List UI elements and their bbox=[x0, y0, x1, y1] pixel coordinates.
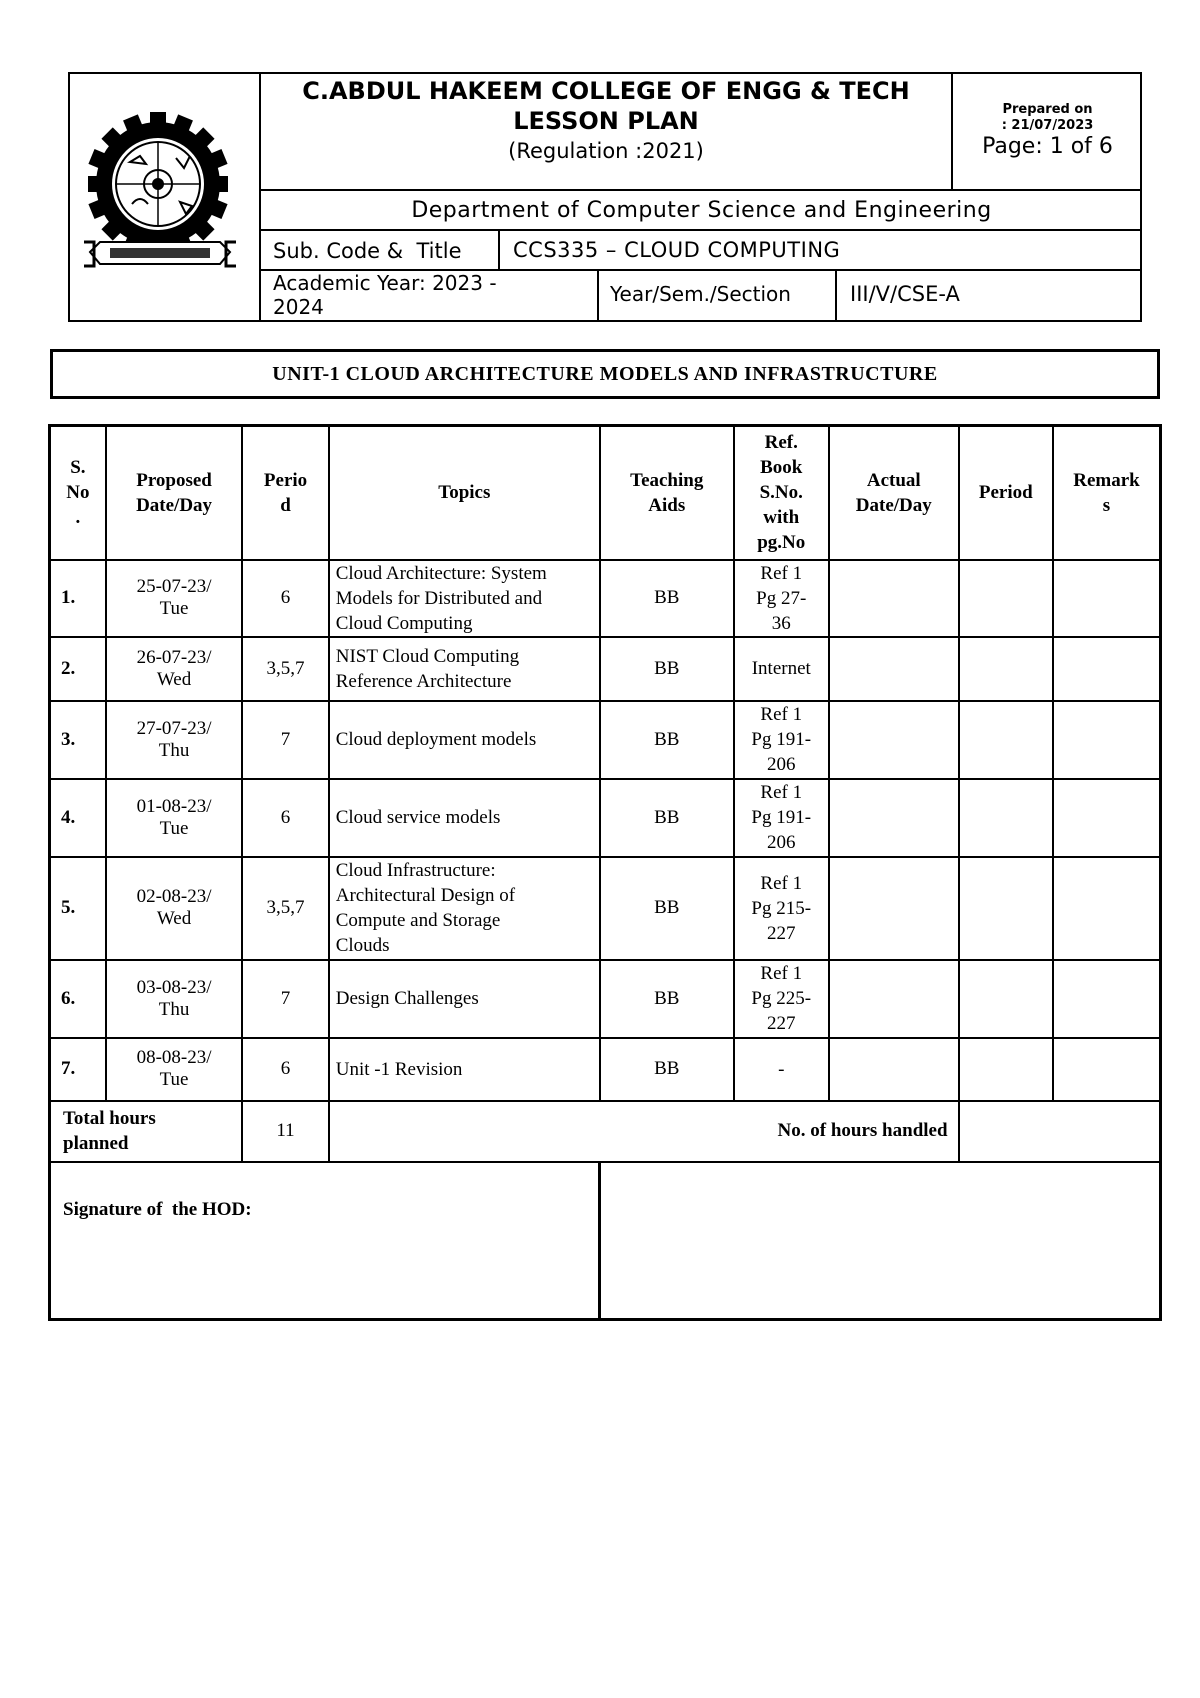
college-logo bbox=[80, 102, 250, 282]
row-sno: 7. bbox=[50, 1038, 106, 1101]
academic-year-line2: 2024 bbox=[273, 295, 324, 319]
row-ref-book: - bbox=[734, 1038, 829, 1101]
row-period-actual bbox=[959, 779, 1053, 857]
col-actual-date: Actual Date/Day bbox=[829, 426, 959, 560]
sub-code-label: Sub. Code & Title bbox=[273, 239, 462, 263]
table-row bbox=[50, 960, 1161, 1038]
hours-handled-value bbox=[959, 1101, 1161, 1162]
unit-title-box bbox=[50, 349, 1160, 399]
signature-space bbox=[600, 1162, 1161, 1320]
department-name: Department of Computer Science and Engineering bbox=[411, 197, 992, 223]
signature-row bbox=[50, 1162, 1161, 1320]
table-row bbox=[50, 701, 1161, 779]
row-actual-date bbox=[829, 857, 959, 960]
row-remarks bbox=[1053, 701, 1161, 779]
row-remarks bbox=[1053, 779, 1161, 857]
prepared-cell bbox=[953, 74, 1142, 189]
lesson-plan-table bbox=[48, 424, 1162, 1321]
row-topic: Cloud service models bbox=[329, 779, 600, 857]
row-proposed-date: 25-07-23/ Tue bbox=[106, 560, 243, 637]
row-teaching-aids: BB bbox=[600, 560, 734, 637]
row-remarks bbox=[1053, 637, 1161, 701]
row-topic: Cloud Architecture: System Models for Distributed and Cloud Computing bbox=[329, 560, 600, 637]
col-proposed-date: Proposed Date/Day bbox=[106, 426, 243, 560]
row-teaching-aids: BB bbox=[600, 857, 734, 960]
row-teaching-aids: BB bbox=[600, 701, 734, 779]
row-proposed-date: 01-08-23/ Tue bbox=[106, 779, 243, 857]
department-row bbox=[261, 191, 1142, 229]
row-period: 7 bbox=[242, 701, 328, 779]
row-topic: Unit -1 Revision bbox=[329, 1038, 600, 1101]
total-hours-value: 11 bbox=[242, 1101, 328, 1162]
row-ref-book: Ref 1 Pg 215- 227 bbox=[734, 857, 829, 960]
row-teaching-aids: BB bbox=[600, 1038, 734, 1101]
row-topic: Cloud Infrastructure: Architectural Design of Compute and Storage Clouds bbox=[329, 857, 600, 960]
row-proposed-date: 02-08-23/ Wed bbox=[106, 857, 243, 960]
table-body bbox=[50, 560, 1161, 1101]
col-ref-book: Ref. Book S.No. with pg.No bbox=[734, 426, 829, 560]
row-sno: 5. bbox=[50, 857, 106, 960]
row-teaching-aids: BB bbox=[600, 637, 734, 701]
academic-year-line1: Academic Year: 2023 - bbox=[273, 271, 497, 295]
title-cell bbox=[261, 74, 951, 189]
row-actual-date bbox=[829, 960, 959, 1038]
row-actual-date bbox=[829, 637, 959, 701]
table-header-row bbox=[50, 426, 1161, 560]
row-period-actual bbox=[959, 701, 1053, 779]
table-row bbox=[50, 637, 1161, 701]
row-proposed-date: 03-08-23/ Thu bbox=[106, 960, 243, 1038]
row-sno: 6. bbox=[50, 960, 106, 1038]
row-period: 7 bbox=[242, 960, 328, 1038]
row-remarks bbox=[1053, 560, 1161, 637]
row-period: 6 bbox=[242, 560, 328, 637]
total-hours-label: Total hours planned bbox=[50, 1101, 243, 1162]
col-remarks: Remark s bbox=[1053, 426, 1161, 560]
year-sem-value: III/V/CSE-A bbox=[850, 282, 960, 306]
header-block bbox=[68, 72, 1142, 322]
row-sno: 2. bbox=[50, 637, 106, 701]
col-topics: Topics bbox=[329, 426, 600, 560]
hours-handled-label: No. of hours handled bbox=[329, 1101, 959, 1162]
row-ref-book: Ref 1 Pg 225- 227 bbox=[734, 960, 829, 1038]
row-topic: Design Challenges bbox=[329, 960, 600, 1038]
row-proposed-date: 26-07-23/ Wed bbox=[106, 637, 243, 701]
col-teaching-aids: Teaching Aids bbox=[600, 426, 734, 560]
col-period-actual: Period bbox=[959, 426, 1053, 560]
row-period: 3,5,7 bbox=[242, 637, 328, 701]
row-period: 6 bbox=[242, 1038, 328, 1101]
row-period-actual bbox=[959, 637, 1053, 701]
row-period-actual bbox=[959, 960, 1053, 1038]
row-teaching-aids: BB bbox=[600, 960, 734, 1038]
document-type: LESSON PLAN bbox=[513, 107, 699, 135]
row-actual-date bbox=[829, 1038, 959, 1101]
year-sem-label: Year/Sem./Section bbox=[610, 282, 791, 306]
row-period-actual bbox=[959, 560, 1053, 637]
row-sno: 1. bbox=[50, 560, 106, 637]
regulation: (Regulation :2021) bbox=[508, 139, 704, 163]
table-row bbox=[50, 779, 1161, 857]
row-period: 6 bbox=[242, 779, 328, 857]
col-sno: S. No . bbox=[50, 426, 106, 560]
row-topic: Cloud deployment models bbox=[329, 701, 600, 779]
prepared-on-value: : 21/07/2023 bbox=[1001, 118, 1094, 133]
row-remarks bbox=[1053, 960, 1161, 1038]
row-ref-book: Ref 1 Pg 191- 206 bbox=[734, 701, 829, 779]
row-period: 3,5,7 bbox=[242, 857, 328, 960]
row-ref-book: Ref 1 Pg 191- 206 bbox=[734, 779, 829, 857]
sub-code-value: CCS335 – CLOUD COMPUTING bbox=[513, 238, 841, 262]
signature-label: Signature of the HOD: bbox=[63, 1198, 252, 1220]
unit-title: UNIT-1 CLOUD ARCHITECTURE MODELS AND INFRASTRUCTURE bbox=[272, 362, 938, 385]
row-sno: 3. bbox=[50, 701, 106, 779]
academic-year bbox=[273, 271, 497, 319]
gear-emblem-icon bbox=[80, 102, 250, 282]
row-ref-book: Ref 1 Pg 27- 36 bbox=[734, 560, 829, 637]
signature-cell bbox=[50, 1162, 600, 1320]
row-actual-date bbox=[829, 701, 959, 779]
prepared-on-label: Prepared on bbox=[1002, 102, 1093, 117]
table-row bbox=[50, 1038, 1161, 1101]
table-row bbox=[50, 857, 1161, 960]
row-remarks bbox=[1053, 857, 1161, 960]
row-ref-book: Internet bbox=[734, 637, 829, 701]
row-actual-date bbox=[829, 560, 959, 637]
row-actual-date bbox=[829, 779, 959, 857]
row-topic: NIST Cloud Computing Reference Architecture bbox=[329, 637, 600, 701]
row-proposed-date: 27-07-23/ Thu bbox=[106, 701, 243, 779]
row-proposed-date: 08-08-23/ Tue bbox=[106, 1038, 243, 1101]
row-remarks bbox=[1053, 1038, 1161, 1101]
row-sno: 4. bbox=[50, 779, 106, 857]
row-teaching-aids: BB bbox=[600, 779, 734, 857]
col-period: Perio d bbox=[242, 426, 328, 560]
row-period-actual bbox=[959, 857, 1053, 960]
college-name: C.ABDUL HAKEEM COLLEGE OF ENGG & TECH bbox=[302, 77, 910, 105]
page-number: Page: 1 of 6 bbox=[982, 134, 1113, 159]
row-period-actual bbox=[959, 1038, 1053, 1101]
table-row bbox=[50, 560, 1161, 637]
totals-row bbox=[50, 1101, 1161, 1162]
